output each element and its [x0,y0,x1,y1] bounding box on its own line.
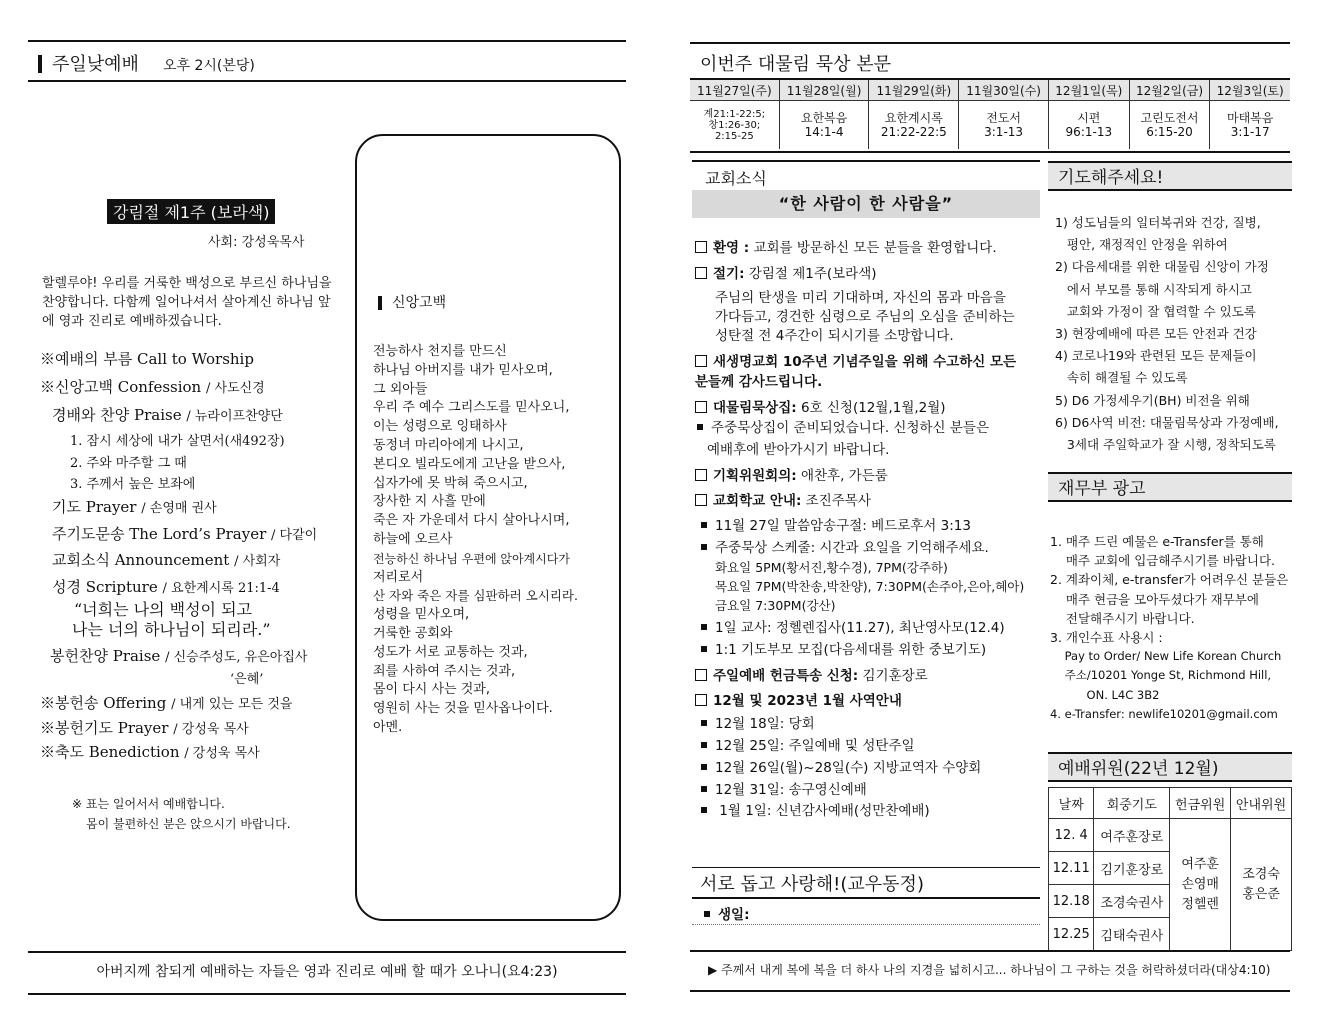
prayer-line: 3세대 주일학교가 잘 시행, 정착되도록 [1055,437,1276,453]
checkbox-icon [695,694,707,706]
creed-line: 성도가 서로 교통하는 것과, [373,644,528,660]
duty-prayer: 김태숙권사 [1094,918,1170,951]
creed-line: 본디오 빌라도에게 고난을 받으사, [373,456,566,472]
offering-sub: / 내게 있는 모든 것을 [171,697,293,712]
news-meditation-text-2: 예배후에 받아가시기 바랍니다. [707,442,890,458]
reading-line: 창1:26-30; [708,119,761,131]
meditation-title: 이번주 대물림 묵상 본문 [700,54,892,75]
checkbox-icon [695,469,707,481]
news-text: 12월 26일(월)~28일(수) 지방교역자 수양회 [715,760,982,776]
reading-line: 요한복음 [800,111,848,125]
duty-date: 12.18 [1049,885,1094,918]
hymn-2: 2. 주와 마주할 그 때 [70,456,187,471]
service-header [38,50,255,76]
creed-line: 성령을 믿사오며, [373,607,470,623]
news-text: 12월 및 2023년 1월 사역안내 [713,693,902,709]
bar-icon [378,296,382,310]
benediction-item [40,741,260,762]
creed-line: 거룩한 공회와 [373,625,453,641]
bullet-icon [701,742,707,748]
finance-heading: 재무부 광고 [1048,472,1292,502]
lords-prayer-item [52,523,317,544]
news-text: 1일 교사: 정헬렌집사(11.27), 최난영사모(12.4) [715,620,1005,636]
quote-line-2: 나는 너의 하나님이 되리라.” [72,620,271,639]
news-text: 강림절 제1주(보라색) [744,266,877,282]
quote-line-1: “너희는 나의 백성이 되고 [74,600,252,619]
bullet-icon [701,720,707,726]
news-season [695,262,877,282]
checkbox-icon [695,401,707,413]
news-season-text-1: 주님의 탄생을 미리 기대하며, 자신의 몸과 마음을 [715,290,1006,306]
confession-label: ※신앙고백 Confession [40,378,202,396]
reading-line: 시편 [1077,111,1101,125]
prayer-label: 기도 Prayer [52,498,137,516]
reading-line: 마태복음 [1227,111,1274,125]
bullet-icon [697,424,703,430]
confession-item [40,376,265,397]
news-text: 6호 신청(12월,1월,2월) [796,400,946,416]
checkbox-icon [695,241,707,253]
header-rule-left [28,80,626,82]
footer-verse-right [690,950,1290,992]
duty-header: 회중기도 [1094,788,1170,819]
news-school [695,489,871,509]
choir-song: ‘은혜’ [230,672,264,687]
creed-line: 이는 성령으로 잉태하사 [373,419,507,435]
care-birthday [698,903,749,923]
news-offering [695,664,928,684]
news-label: 주일예배 헌금특송 신청: [713,668,859,684]
news-label: 기획위원회의: [713,468,797,484]
finance-line: ON. L4C 3B2 [1050,687,1160,702]
creed-line: 하나님 아버지를 내가 믿사오며, [373,362,553,378]
news-teacher [695,616,1005,636]
offering-prayer-label: ※봉헌기도 Prayer [40,719,169,737]
duty-date: 12.11 [1049,852,1094,885]
day-header: 11월28일(월) [779,80,869,101]
bullet-icon [701,522,707,528]
standing-note [72,794,291,834]
prayer-item [52,496,217,517]
choir-label: 봉헌찬양 Praise [50,647,161,665]
duty-prayer: 김기훈장로 [1094,852,1170,885]
lords-prayer-sub: / 다같이 [271,528,318,543]
footer-verse-text: 아버지께 참되게 예배하는 자들은 영과 진리로 예배 할 때가 오나니(요4:23) [96,964,558,980]
reading-line: 14:1-4 [804,125,844,139]
announcement-item [52,549,280,570]
creed-line: 전능하신 하나님 우편에 앉아계시다가 [373,551,570,566]
reading-line: 고린도전서 [1140,111,1199,125]
offering-prayer-item [40,717,249,738]
news-text: 김기훈장로 [858,668,928,684]
care-title: 서로 돕고 사랑해!(교우동정) [700,874,924,895]
news-season-text-3: 성탄절 전 4주간이 되시기를 소망합니다. [715,328,954,344]
prayer-line: 3) 현장예배에 따른 모든 안전과 건강 [1055,326,1257,342]
news-text: 12월 25일: 주일예배 및 성탄주일 [715,738,915,754]
finance-line: 주소/10201 Yonge St, Richmond Hill, [1050,668,1272,683]
bullet-icon [701,624,707,630]
reading-line: 6:15-20 [1146,125,1193,139]
creed-line: 전능하사 천지를 만드신 [373,344,507,359]
news-meditation [695,396,946,416]
duty-header: 안내위원 [1231,788,1292,819]
bar-icon [38,55,42,73]
news-label: 대물림묵상집: [713,400,797,416]
day-header: 11월29일(화) [869,80,959,101]
news-planning [695,464,888,484]
prayer-sub: / 손영매 권사 [141,501,217,516]
creed-line: 장사한 지 사흘 만에 [373,494,486,510]
creed-text [373,343,613,738]
creed-line: 영원히 사는 것을 믿사옵나이다. [373,701,553,717]
bullet-icon [701,807,707,813]
bullet-icon [701,544,707,550]
confession-sub: / 사도신경 [206,381,265,396]
news-group-3: 금요일 7:30PM(강산) [715,598,836,613]
prayer-line: 평안, 재정적인 안정을 위하여 [1055,237,1228,253]
prayer-line: 에서 부모를 통해 시작되게 하시고 [1055,281,1252,297]
reading-line: 3:1-13 [984,125,1024,139]
news-rule [692,160,1040,162]
service-time: 오후 2시(본당) [162,58,255,74]
news-text: 1월 1일: 신년감사예배(성만찬예배) [715,803,930,819]
duty-header: 헌금위원 [1170,788,1231,819]
plan-item-1 [695,712,815,732]
reading-line: 요한계시록 [884,111,943,125]
bullet-icon [701,646,707,652]
news-text: 주중묵상 스케줄: 시간과 요일을 기억해주세요. [715,540,989,556]
prayer-line: 속히 해결될 수 있도록 [1055,370,1188,386]
note-line-1: ※ 표는 일어서서 예배합니다. [72,797,225,811]
service-title: 주일낮예배 [52,54,139,75]
creed-heading [378,292,446,312]
choir-item [50,645,307,666]
news-text: 주중묵상집이 준비되었습니다. 신청하신 분들은 [711,420,989,436]
creed-line: 몸이 다시 사는 것과, [373,682,490,698]
reading-line: 21:22-22:5 [880,125,947,139]
hymn-3: 3. 주께서 높은 보좌에 [70,477,196,492]
news-group-1: 화요일 5PM(황서진,황수경), 7PM(강주하) [715,560,948,575]
hymn-1: 1. 잠시 세상에 내가 살면서(새492장) [70,434,285,449]
news-label: 절기: [713,266,745,282]
prayer-line: 4) 코로나19와 관련된 모든 문제들이 [1055,348,1257,364]
duty-date: 12. 4 [1049,819,1094,852]
care-rule-top [692,867,1040,868]
reading-line: 96:1-13 [1065,125,1113,139]
finance-line: 매주 교회에 입금해주시기를 바랍니다. [1050,553,1275,569]
finance-line: 매주 현금을 모아두셨다가 재무부에 [1050,591,1259,607]
duty-prayer: 여주훈장로 [1094,819,1170,852]
news-verse [695,514,971,534]
duty-heading: 예배위원(22년 12월) [1048,752,1292,782]
bullet-icon [701,786,707,792]
praise-label: 경배와 찬양 Praise [52,406,182,424]
news-group-2: 목요일 7PM(박찬송,박찬양), 7:30PM(손주아,은아,혜아) [715,579,1025,594]
offering-team: 여주훈 손영매 정헬렌 [1170,819,1231,951]
call-to-worship: ※예배의 부름 Call to Worship [40,350,254,368]
creed-line: 십자가에 못 박혀 죽으시고, [373,475,528,491]
news-anniversary-2: 분들께 감사드립니다. [695,374,823,390]
checkbox-icon [695,267,707,279]
creed-line: 그 외아들 [373,381,428,397]
leader-line: 사회: 강성욱목사 [208,235,305,250]
reading-cell [959,101,1049,150]
care-rule [692,897,1040,899]
scripture-item [52,576,280,597]
usher-team: 조경숙 홍은준 [1231,819,1292,951]
reading-cell [779,101,869,150]
news-label: 교회학교 안내: [713,493,802,509]
duty-header: 날짜 [1049,788,1094,819]
news-text: 조진주목사 [801,493,871,509]
note-line-2: 몸이 불편하신 분은 앉으시기 바랍니다. [86,817,291,831]
reading-line: 2:15-25 [714,130,754,142]
benediction-label: ※축도 Benediction [40,743,180,761]
day-header: 11월27일(주) [690,80,779,101]
prayer-line: 6) D6사역 비전: 대물림묵상과 가정예배, [1055,414,1279,430]
reading-cell [690,101,779,150]
offering-item [40,692,292,713]
care-dotted-rule [692,924,1040,925]
checkbox-icon [695,494,707,506]
announcement-label: 교회소식 Announcement [52,551,230,569]
day-header: 12월1일(목) [1048,80,1129,101]
prayer-line: 2) 다음세대를 위한 대물림 신앙이 가정 [1055,259,1269,275]
news-group [695,536,989,556]
creed-line: 아멘. [373,719,403,735]
reading-cell [869,101,959,150]
birthday-label: 생일: [718,907,750,923]
footer-verse-text: ▶ 주께서 내게 복에 복을 더 하사 나의 지경을 넓히시고... 하나님이 그 구하는 것을 허락하셨더라(대상4:10) [708,963,1271,977]
creed-line: 죽은 자 가운데서 다시 살아나시며, [373,513,570,529]
plan-item-2 [695,734,915,754]
day-header: 11월30일(수) [959,80,1049,101]
day-header: 12월2일(금) [1129,80,1210,101]
reading-cell [1129,101,1210,150]
news-welcome [695,236,997,256]
sched-rule-bottom [690,151,1290,153]
creed-line: 하늘에 오르사 [373,531,453,547]
news-title: 교회소식 [705,169,767,188]
footer-verse-left [28,951,626,995]
checkbox-icon [695,355,707,367]
meditation-schedule [690,80,1290,149]
reading-line: 계21:1-22:5; [703,108,766,120]
finance-line: 4. e-Transfer: newlife10201@gmail.com [1050,706,1278,721]
scripture-label: 성경 Scripture [52,578,158,596]
praise-item [52,404,283,425]
reading-cell [1048,101,1129,150]
news-anniversary [695,350,1016,370]
duty-date: 12.25 [1049,918,1094,951]
duty-prayer: 조경숙권사 [1094,885,1170,918]
duty-table [1048,787,1292,951]
finance-line: 3. 개인수표 사용시 : [1050,630,1163,646]
news-text: 12월 18일: 당회 [715,716,815,732]
news-text: 1:1 기도부모 모집(다음세대를 위한 중보기도) [715,642,987,658]
finance-line: Pay to Order/ New Life Korean Church [1050,649,1282,664]
creed-line: 동정녀 마리아에게 나시고, [373,437,524,453]
reading-line: 전도서 [986,111,1021,125]
offering-prayer-sub: / 강성욱 목사 [173,722,249,737]
praise-sub: / 뉴라이프찬양단 [186,409,283,424]
news-meditation-text-1 [695,416,989,436]
lords-prayer-label: 주기도문송 The Lord’s Prayer [52,525,267,543]
news-text: 12월 31일: 송구영신예배 [715,782,867,798]
creed-line: 저리로서 [373,569,424,585]
news-text: 교회를 방문하신 모든 분들을 환영합니다. [749,240,997,256]
news-plan [695,689,902,709]
bullet-icon [701,764,707,770]
prayer-requests [1055,212,1291,456]
church-motto: “한 사람이 한 사람을” [692,190,1040,218]
offering-label: ※봉헌송 Offering [40,694,167,712]
top-rule-left [28,40,626,42]
creed-title: 신앙고백 [392,295,447,311]
news-text: 11월 27일 말씀암송구절: 베드로후서 3:13 [715,518,971,534]
prayer-line: 5) D6 가정세우기(BH) 비전을 위해 [1055,392,1250,408]
finance-line: 전달해주시기 바랍니다. [1050,610,1195,626]
prayer-line: 교회와 가정이 잘 협력할 수 있도록 [1055,303,1256,319]
news-season-text-2: 가다듬고, 경건한 심령으로 주님의 오심을 준비하는 [715,309,1015,325]
plan-item-4 [695,778,867,798]
creed-line: 우리 주 예수 그리스도를 믿사오니, [373,400,570,416]
benediction-sub: / 강성욱 목사 [184,746,260,761]
news-text: 새생명교회 10주년 기념주일을 위해 수고하신 모든 [713,354,1017,370]
announcement-sub: / 사회자 [234,554,281,569]
pray-heading: 기도해주세요! [1048,161,1292,191]
scripture-sub: / 요한계시록 21:1-4 [162,581,280,596]
plan-item-5 [695,799,930,819]
finance-line: 2. 계좌이체, e-transfer가 어려우신 분들은 [1050,572,1289,588]
finance-notices [1050,532,1294,724]
creed-line: 죄를 사하여 주시는 것과, [373,663,516,679]
creed-line: 산 자와 죽은 자를 심판하러 오시리라. [373,588,578,604]
reading-cell [1210,101,1290,150]
news-label: 환영 : [713,240,750,256]
bullet-icon [704,911,710,917]
day-header: 12월3일(토) [1210,80,1290,101]
top-rule-right [690,42,1290,44]
intro-text: 할렐루야! 우리를 거룩한 백성으로 부르신 하나님을 찬양합니다. 다함께 일어나셔서 살아계신 하나님 앞에 영과 진리로 예배하겠습니다. [42,276,332,329]
season-badge: 강림절 제1주 (보라색) [107,199,275,224]
prayer-line: 1) 성도님들의 일터복귀와 건강, 질병, [1055,215,1261,230]
reading-line: 3:1-17 [1230,125,1270,139]
plan-item-3 [695,756,981,776]
news-partner [695,638,986,658]
checkbox-icon [695,669,707,681]
choir-sub: / 신승주성도, 유은아집사 [165,650,308,665]
news-text: 애찬후, 가든룸 [796,468,888,484]
finance-line: 1. 매주 드린 예물은 e-Transfer를 통해 [1050,534,1264,549]
